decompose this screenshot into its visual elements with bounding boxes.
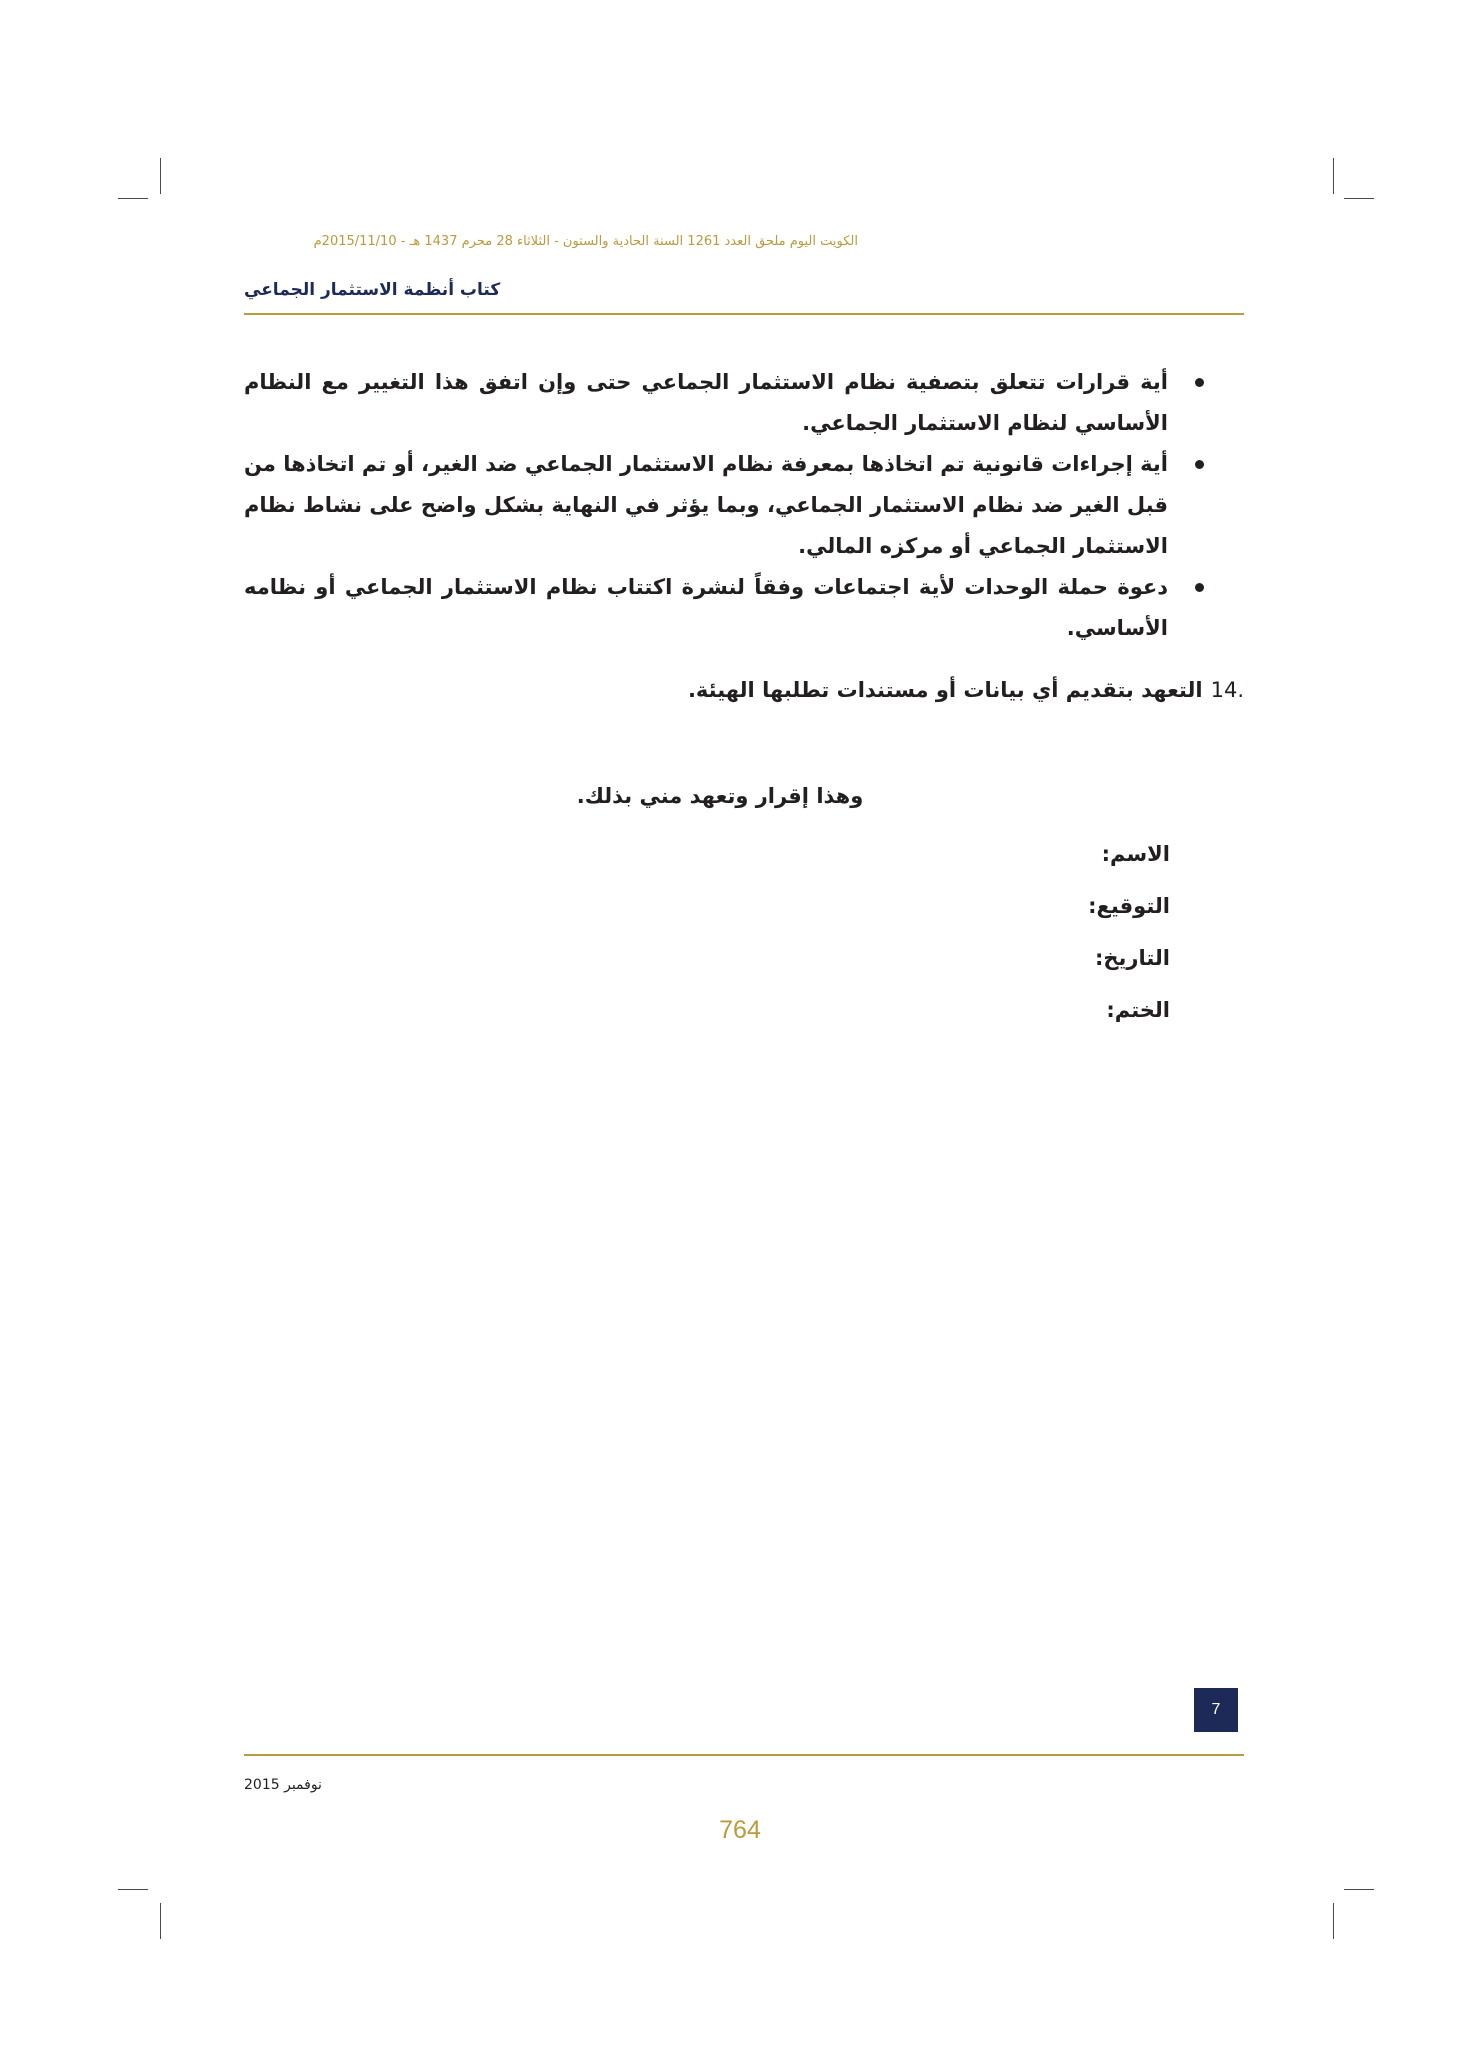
bullet-text: أية إجراءات قانونية تم اتخاذها بمعرفة نظام الاستثمار الجماعي ضد الغير، أو تم اتخاذها من قبل الغير ضد نظام الاستثمار الجماعي، وبما يؤثر في النهاية بشكل واضح على نشاط نظام الاستثمار الجماعي أو مركزه المالي. [244,452,1168,558]
crop-mark [1333,158,1334,194]
bullet-icon [1195,583,1204,592]
numbered-item-14 [244,670,1244,711]
book-title: كتاب أنظمة الاستثمار الجماعي [244,280,501,300]
bullet-text: دعوة حملة الوحدات لأية اجتماعات وفقاً لنشرة اكتتاب نظام الاستثمار الجماعي أو نظامه الأساسي. [244,575,1168,640]
bullet-item [244,444,1244,567]
crop-mark [1344,198,1374,199]
bullet-item [244,567,1244,649]
signature-field-label: التوقيع: [1088,894,1170,918]
crop-mark [118,1889,148,1890]
footer-rule [244,1754,1244,1756]
crop-mark [118,198,148,199]
header-rule [244,313,1244,315]
crop-mark [160,1903,161,1939]
crop-mark [1344,1889,1374,1890]
closing-statement: وهذا إقرار وتعهد مني بذلك. [576,784,864,808]
bullet-item [244,362,1244,444]
date-field-label: التاريخ: [1094,946,1170,970]
main-content [244,362,1244,711]
bullet-icon [1195,460,1204,469]
item-text: التعهد بتقديم أي بيانات أو مستندات تطلبها الهيئة. [687,678,1203,702]
crop-mark [160,158,161,194]
name-field-label: الاسم: [1101,842,1170,866]
item-number: 14. [1210,678,1244,702]
stamp-field-label: الختم: [1106,998,1170,1022]
page-number-badge: 7 [1194,1688,1238,1732]
crop-mark [1333,1903,1334,1939]
bullet-icon [1195,378,1204,387]
gazette-header-line: الكويت اليوم ملحق العدد 1261 السنة الحادية والستون - الثلاثاء 28 محرم 1437 هـ - 2015/11/10م [313,234,858,249]
global-page-number: 764 [719,1816,761,1844]
footer-date: نوفمبر 2015 [244,1777,322,1793]
bullet-text: أية قرارات تتعلق بتصفية نظام الاستثمار الجماعي حتى وإن اتفق هذا التغيير مع النظام الأساسي لنظام الاستثمار الجماعي. [244,370,1168,435]
